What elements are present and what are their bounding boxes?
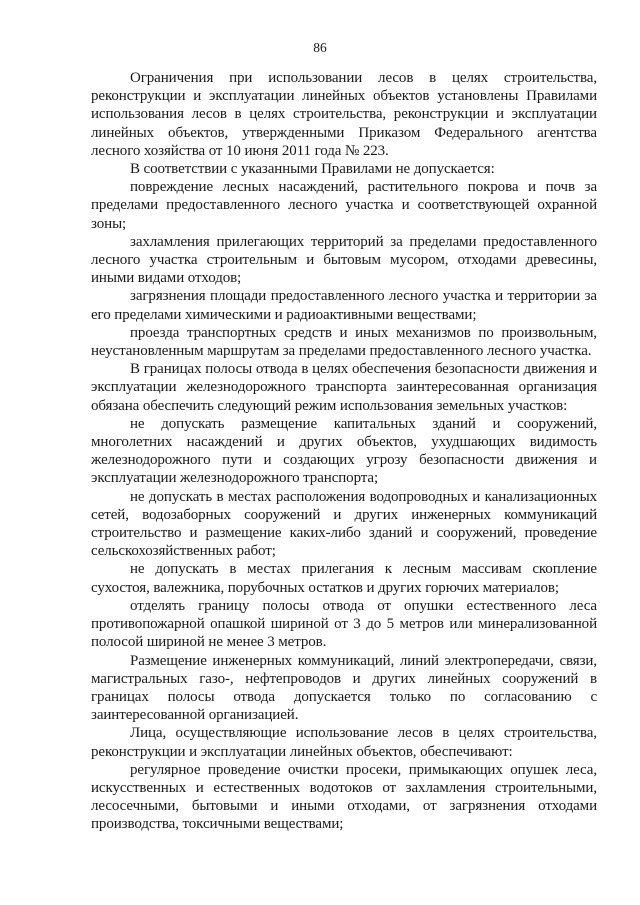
paragraph: не допускать в местах прилегания к лесным массивам скопление сухостоя, валежника, порубочных остатков и других горючих материалов; — [91, 561, 597, 596]
paragraph: В границах полосы отвода в целях обеспечения безопасности движения и эксплуатации железнодорожного транспорта заинтересованная организация обязана обеспечить следующий режим использования земельных участков: — [91, 361, 597, 414]
paragraph: Ограничения при использовании лесов в целях строительства, реконструкции и эксплуатации линейных объектов установлены Правилами использования лесов в целях строительства, реконструкции и эксплуатации линейных объектов, утвержденными Приказом Федерального агентства лесного хозяйства от 10 июня 2011 года № 223. — [91, 70, 597, 159]
paragraph: В соответствии с указанными Правилами не допускается: — [130, 161, 495, 178]
paragraph: проезда транспортных средств и иных механизмов по произвольным, неустановленным маршрутам за пределами предоставленного лесного участка. — [91, 324, 597, 360]
document-body — [91, 69, 597, 834]
paragraph: отделять границу полосы отвода от опушки естественного леса противопожарной опашкой шириной от 3 до 5 метров или минерализованной полосой шириной не менее 3 метров. — [91, 597, 597, 651]
paragraph: Размещение инженерных коммуникаций, линий электропередачи, связи, магистральных газо-, нефтепроводов и других линейных сооружений в границах полосы отвода допускается только по согласованию с заинтересованной организацией. — [91, 652, 597, 724]
paragraph: повреждение лесных насаждений, растительного покрова и почв за пределами предоставленного лесного участка и соответствующей охранной зоны; — [91, 179, 597, 232]
paragraph: регулярное проведение очистки просеки, примыкающих опушек леса, искусственных и естественных водотоков от захламления строительными, лесосечными, бытовыми и иными отходами, от загрязнения отходами производства, токсичными веществами; — [91, 761, 597, 833]
paragraph: не допускать в местах расположения водопроводных и канализационных сетей, водозаборных сооружений и других инженерных коммуникаций строительство и размещение каких-либо зданий и сооружений, проведение сельскохозяйственных работ; — [91, 488, 597, 560]
paragraph: не допускать размещение капитальных зданий и сооружений, многолетних насаждений и других объектов, ухудшающих видимость железнодорожного пути и создающих угрозу безопасности движения и эксплуатации железнодорожного транспорта; — [91, 415, 597, 487]
paragraph: захламления прилегающих территорий за пределами предоставленного лесного участка строительным и бытовым мусором, отходами древесины, иными видами отходов; — [91, 233, 597, 287]
paragraph: загрязнения площади предоставленного лесного участка и территории за его пределами химическими и радиоактивными веществами; — [91, 288, 597, 323]
paragraph: Лица, осуществляющие использование лесов в целях строительства, реконструкции и эксплуатации линейных объектов, обеспечивают: — [91, 725, 597, 760]
page-number: 86 — [313, 40, 327, 55]
